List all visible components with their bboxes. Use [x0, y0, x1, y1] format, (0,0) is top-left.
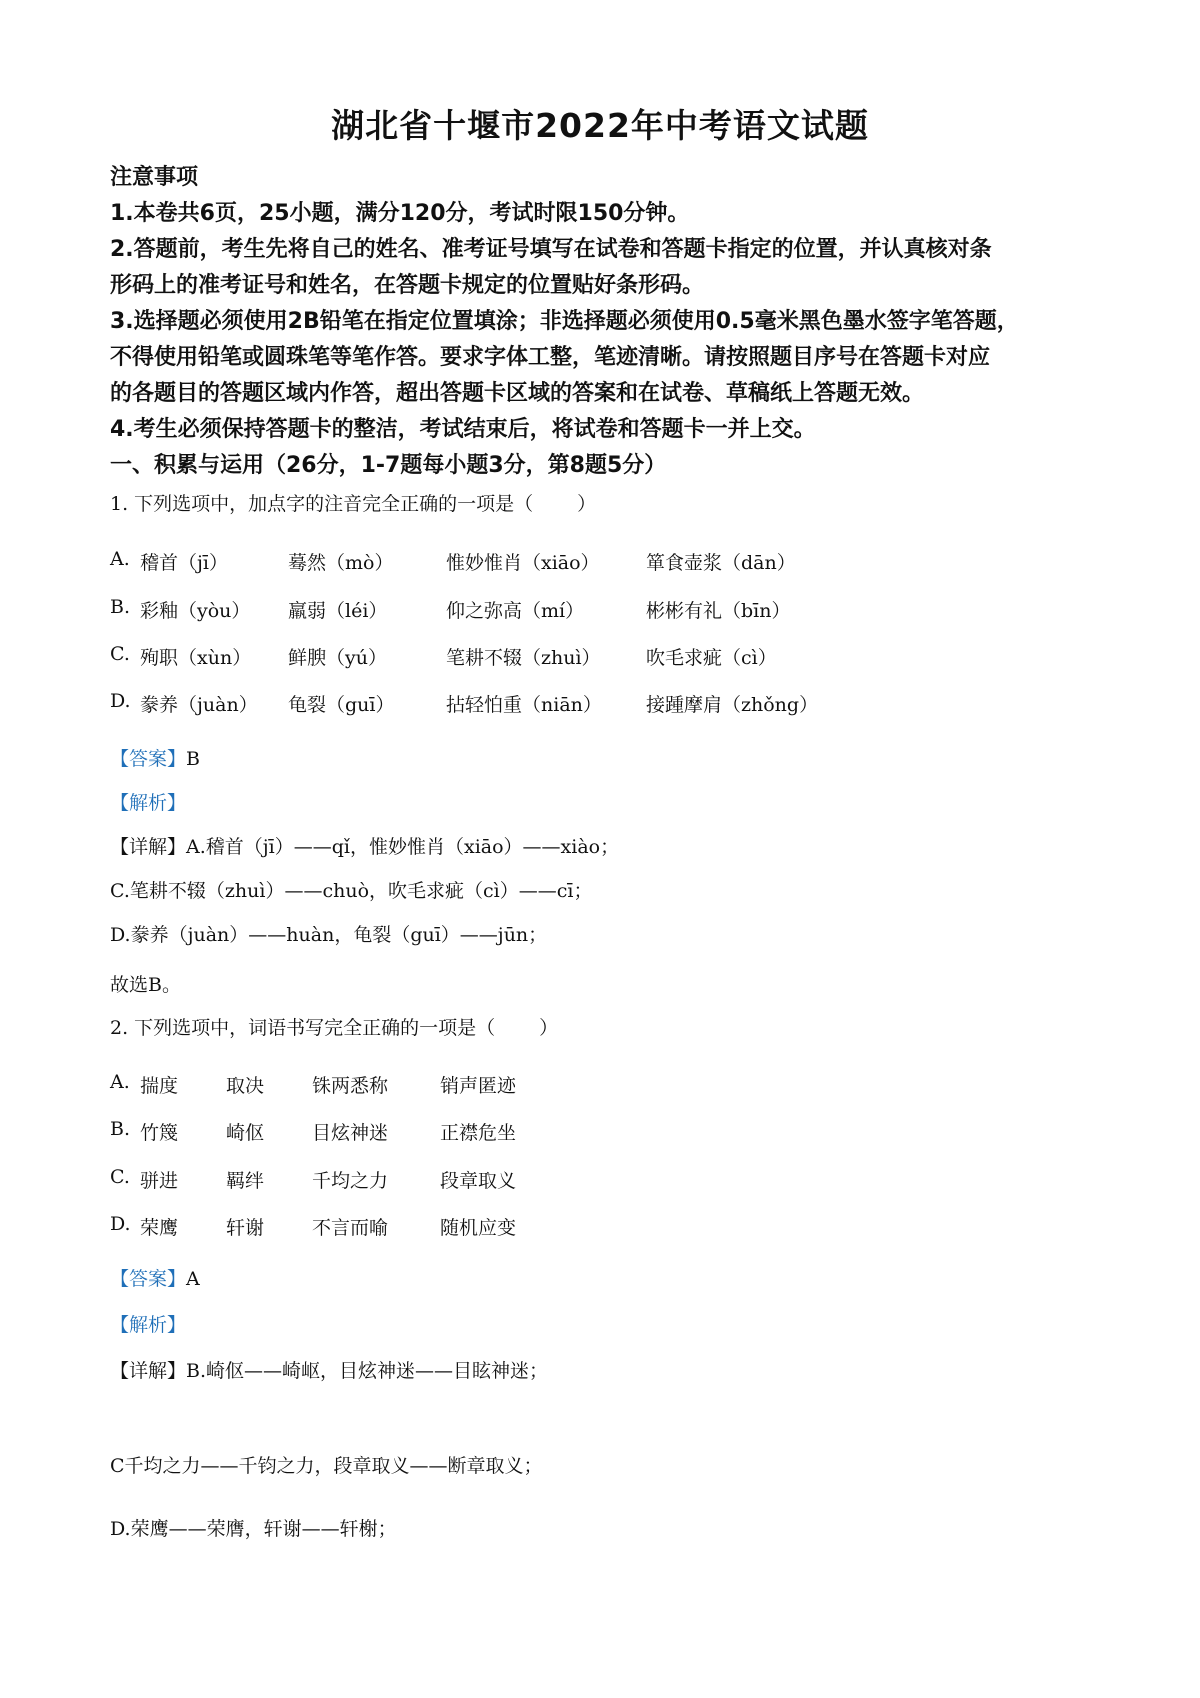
- option-item: 羸弱（léi）: [288, 600, 388, 622]
- option-item: 销声匿迹: [440, 1075, 517, 1097]
- notice-heading: 注意事项: [110, 165, 199, 190]
- option-item: 轩谢: [226, 1217, 265, 1239]
- analysis-tag: 【解析】: [110, 792, 187, 814]
- detail-text: B.崎伛——崎岖，目炫神迷——目眩神迷；: [186, 1360, 549, 1382]
- option-item: 荣鹰: [140, 1217, 179, 1239]
- notice-line-4: 4.考生必须保持答题卡的整洁，考试结束后，将试卷和答题卡一并上交。: [110, 417, 816, 442]
- option-label: B.: [110, 1118, 131, 1140]
- answer-value: A: [186, 1268, 200, 1290]
- notice-line-2b: 形码上的准考证号和姓名，在答题卡规定的位置贴好条形码。: [110, 273, 705, 298]
- option-label: C.: [110, 1166, 130, 1188]
- question-2-answer: [110, 1264, 200, 1291]
- question-1-stem-close: ）: [577, 493, 597, 515]
- detail-line-2: C千均之力——千钧之力，段章取义——断章取义；: [110, 1455, 543, 1477]
- notice-line-3b: 不得使用铅笔或圆珠笔等笔作答。要求字体工整，笔迹清晰。请按照题目序号在答题卡对应: [110, 345, 991, 370]
- option-label: D.: [110, 690, 131, 712]
- detail-line-3: D.豢养（juàn）——huàn，龟裂（guī）——jūn；: [110, 924, 548, 946]
- option-item: 揣度: [140, 1075, 179, 1097]
- option-item: 不言而喻: [312, 1217, 389, 1239]
- section-heading: 一、积累与运用（26分，1-7题每小题3分，第8题5分）: [110, 453, 667, 478]
- option-item: 随机应变: [440, 1217, 517, 1239]
- detail-line-2: C.笔耕不辍（zhuì）——chuò，吹毛求疵（cì）——cī；: [110, 880, 593, 902]
- option-item: 铢两悉称: [312, 1075, 389, 1097]
- analysis-tag: 【解析】: [110, 1314, 187, 1336]
- option-item: 吹毛求疵（cì）: [646, 647, 777, 669]
- option-item: 接踵摩肩（zhǒng）: [646, 694, 819, 716]
- option-item: 千均之力: [312, 1170, 389, 1192]
- option-label: A.: [110, 1071, 130, 1093]
- question-1-stem-text: 1. 下列选项中，加点字的注音完全正确的一项是（: [110, 493, 534, 515]
- question-2-stem-text: 2. 下列选项中，词语书写完全正确的一项是（: [110, 1017, 496, 1039]
- option-item: 彩釉（yòu）: [140, 600, 251, 622]
- option-item: 正襟危坐: [440, 1122, 517, 1144]
- option-item: 蓦然（mò）: [288, 552, 394, 574]
- detail-line-1: [110, 1356, 548, 1383]
- option-item: 羁绊: [226, 1170, 265, 1192]
- question-1-stem: [110, 489, 596, 516]
- option-label: C.: [110, 643, 130, 665]
- notice-line-3a: 3.选择题必须使用2B铅笔在指定位置填涂；非选择题必须使用0.5毫米黑色墨水签字笔答题，: [110, 309, 1019, 334]
- page-title: 湖北省十堰市2022年中考语文试题: [331, 106, 869, 145]
- notice-line-3c: 的各题目的答题区域内作答，超出答题卡区域的答案和在试卷、草稿纸上答题无效。: [110, 381, 925, 406]
- detail-tag: 【详解】: [110, 836, 187, 858]
- option-item: 稽首（jī）: [140, 552, 228, 574]
- option-item: 仰之弥高（mí）: [446, 600, 585, 622]
- option-item: 殉职（xùn）: [140, 647, 252, 669]
- answer-tag: 【答案】: [110, 748, 187, 770]
- option-label: D.: [110, 1213, 131, 1235]
- question-2-stem: [110, 1013, 558, 1040]
- conclusion-line: 故选B。: [110, 974, 181, 996]
- option-item: 笔耕不辍（zhuì）: [446, 647, 601, 669]
- option-item: 取决: [226, 1075, 265, 1097]
- option-label: A.: [110, 548, 130, 570]
- option-item: 豢养（juàn）: [140, 694, 258, 716]
- detail-tag: 【详解】: [110, 1360, 187, 1382]
- option-item: 龟裂（guī）: [288, 694, 395, 716]
- option-item: 骈进: [140, 1170, 179, 1192]
- option-item: 竹篾: [140, 1122, 179, 1144]
- option-item: 彬彬有礼（bīn）: [646, 600, 791, 622]
- option-item: 惟妙惟肖（xiāo）: [446, 552, 600, 574]
- detail-text: A.稽首（jī）——qǐ，惟妙惟肖（xiāo）——xiào；: [186, 836, 620, 858]
- question-2-stem-close: ）: [539, 1017, 559, 1039]
- notice-line-1: 1.本卷共6页，25小题，满分120分，考试时限150分钟。: [110, 201, 690, 226]
- option-item: 目炫神迷: [312, 1122, 389, 1144]
- question-1-answer: [110, 744, 200, 771]
- option-label: B.: [110, 596, 131, 618]
- option-item: 崎伛: [226, 1122, 265, 1144]
- option-item: 拈轻怕重（niān）: [446, 694, 602, 716]
- option-item: 鲜腴（yú）: [288, 647, 387, 669]
- answer-tag: 【答案】: [110, 1268, 187, 1290]
- answer-value: B: [186, 748, 200, 770]
- detail-line-3: D.荣鹰——荣膺，轩谢——轩榭；: [110, 1518, 397, 1540]
- option-item: 箪食壶浆（dān）: [646, 552, 796, 574]
- notice-line-2a: 2.答题前，考生先将自己的姓名、准考证号填写在试卷和答题卡指定的位置，并认真核对条: [110, 237, 992, 262]
- option-item: 段章取义: [440, 1170, 517, 1192]
- detail-line-1: [110, 832, 619, 859]
